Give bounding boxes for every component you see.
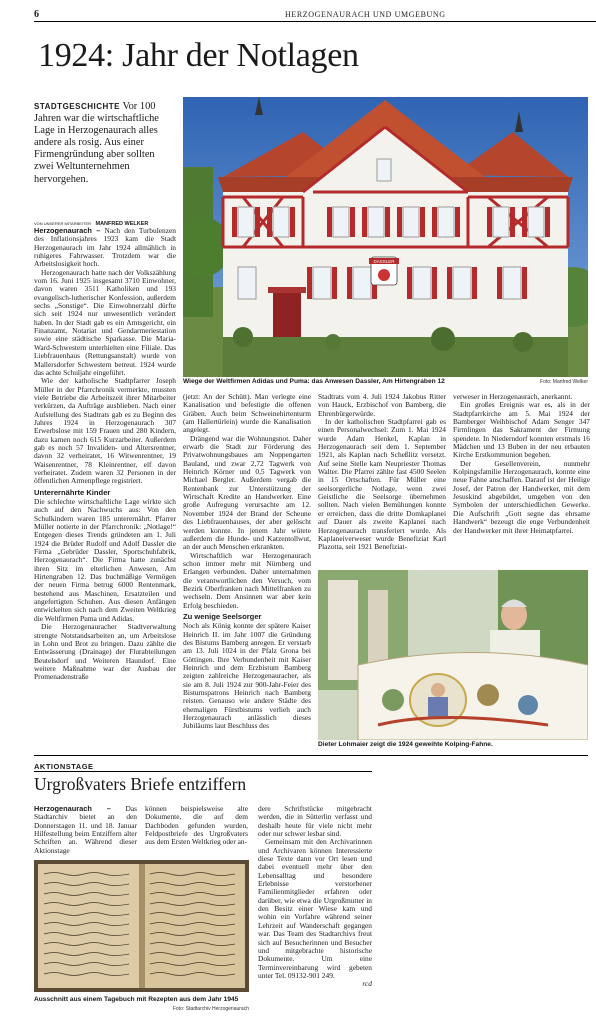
second-article-kicker-rule bbox=[34, 771, 372, 772]
subheading-seelsorger: Zu wenige Seelsorger bbox=[183, 611, 262, 621]
dateline: Herzogenaurach – bbox=[34, 227, 101, 235]
article-title: 1924: Jahr der Notlagen bbox=[38, 37, 359, 74]
col4-paragraph-3: Der Gesellenverein, nunmehr Kolpingsfamilie Herzogenaurach, konnte eine neue Fahne anschaffen. Darauf ist der Heilige Josef, der Patron der Handwerker, mit dem Jesuskind abgebildet, umgeben von den Symbolen der unterschiedlichen Gewerke. Die Aufschrift „Gott segne das ehrsame Handwerk“ bezeugt die enge Verbundenheit der Handwerker mit ihrer Heimatpfarrei. bbox=[453, 458, 590, 535]
dassler-sign-text: DASSLER bbox=[373, 259, 395, 264]
second-col3-paragraph-1: dere Schriftstücke mitgebracht werden, die in Sütterlin verfasst und deshalb heute für viele nicht mehr oder nur schwer lesbar sind. bbox=[258, 805, 372, 839]
header-rule bbox=[34, 21, 596, 22]
diary-illustration bbox=[34, 860, 249, 992]
house-photo bbox=[183, 97, 588, 377]
col2-paragraph-1: (jetzt: An der Schütt). Man verlegte eine Kanalisation und befestigte die offenen Gräben. Auch beim Schweinehirtenturm (am Hallertürlein) wurde die Kanalisation angelegt. bbox=[183, 393, 311, 435]
col3-paragraph-1: Stadtrats vom 4. Juli 1924 Jakobus Ritter von Hauck, Erzbischof von Bamberg, die Ehrenbürgerwürde. bbox=[318, 393, 446, 418]
house-photo-credit: Foto: Manfred Welker bbox=[540, 379, 588, 385]
col1-paragraph-4: Die schlechte wirtschaftliche Lage wirkte sich auch auf den Nachwuchs aus: Von den Schulkindern waren 185 unterernährt. Pfarrer Müller notierte in der Pfarrchronik: „Notlage!“ Entgegen dieses Trends gründeten am 1. Juli 1924 die Brüder Rudolf und Adolf Dassler die Firma „Gebrüder Dassler, Sportschuhfabrik, Herzogenaurach“. Die Firma hatte zunächst ihren Sitz im elterlichen Anwesen, Am Hirtengraben 12. Das buchmäßige Vermögen der neuen Firma betrug 6000 Rentenmark, bestehend aus Maschinen, Ersatzteilen und angefertigten Schuhen. Aus diesen Anfängen entwickelten sich nach dem Zweiten Weltkrieg die Weltfirmen Puma und Adidas. bbox=[34, 497, 176, 623]
byline-prefix: VON UNSERER MITARBEITER bbox=[34, 221, 92, 226]
house-illustration bbox=[183, 97, 588, 377]
kolping-banner-illustration bbox=[318, 570, 588, 740]
page-number: 6 bbox=[34, 9, 39, 20]
section-divider bbox=[34, 755, 588, 756]
second-dateline: Herzogenaurach – bbox=[34, 805, 111, 813]
diary-photo-caption: Ausschnitt aus einem Tagebuch mit Rezepten aus dem Jahr 1945 bbox=[34, 996, 239, 1003]
second-col1-text: Das Stadtarchiv bietet an den Donnerstagen 11. und 18. Januar Hilfestellung beim Entziffern alter Schriften an. Während dieser Aktionstage bbox=[34, 805, 137, 855]
diary-photo bbox=[34, 860, 249, 992]
col1-paragraph-5: Die Herzogenauracher Stadtverwaltung strengte Notstandsarbeiten an, um Arbeitslose in Lohn und Brot zu bringen. Dazu zählte die Entwässerung (Drainage) der Flurabteilungen Beutelsdorf und Weiteren Haundorf. Eine weitere Maßnahme war der Ausbau der Promenadenstraße bbox=[34, 622, 176, 682]
second-article-kicker: AKTIONSTAGE bbox=[34, 762, 94, 771]
byline-name: MANFRED WELKER bbox=[95, 221, 149, 227]
page-header bbox=[34, 6, 596, 22]
section-title: HERZOGENAURACH UND UMGEBUNG bbox=[285, 10, 446, 19]
intro-text: Vor 100 Jahren war die wirtschaftliche Lage in Herzogenaurach alles andere als rosig. Aus einer Firmengründung aber sollten zwei Weltunternehmen hervorgehen. bbox=[34, 101, 159, 185]
kolping-photo-caption: Dieter Lohmaier zeigt die 1924 geweihte Kolping-Fahne. bbox=[318, 741, 493, 748]
kolping-photo bbox=[318, 570, 588, 740]
second-col3-paragraph-2: Gemeinsam mit den Archivarinnen und Archivaren können Interessierte diese Texte dann vor Ort lesen und dabei eventuell mehr über den Lebensalltag und besondere Erlebnisse verstorbener Familienmitglieder erfahren oder darüber, wie etwa die Urgroßmutter in den Besitz einer Wiese kam und wohin ein Vorfahre während seiner Lehrzeit auf Wanderschaft gegangen war. Das Team des Stadtarchivs freut sich auf Besucherinnen und Besucher und mitgebrachte historische Dokumente. Um eine Terminvereinbarung wird gebeten unter Tel. 09132-901 249. bbox=[258, 837, 372, 980]
article-column-3 bbox=[318, 393, 446, 568]
col1-paragraph-2: Herzogenaurach hatte nach der Volkszählung vom 16. Juni 1925 insgesamt 3710 Einwohner, davon waren 3511 Katholiken und 193 evangelisch-lutherischer Konfession, außerdem sechs „Sonstige“. Die Einwohnerzahl dürfte sich seit 1924 nur unwesentlich verändert haben. In der Stadt gab es ein Amtsgericht, ein Finanzamt, Notariat und Gendarmeriestation sowie eine städtische Sparkasse. Die Maria-Ward-Schwestern unterhielten eine Filiale. Das Liebfrauenhaus (Rettungsanstalt) wurde von Mallersdorfer Schwestern betreut. 1924 wurde das achte Schuljahr eingeführt. bbox=[34, 267, 176, 377]
col1-paragraph-1: Nach den Turbulenzen des Inflationsjahres 1923 kam die Stadt Herzogenaurach im Jahr 1924 allmählich in ruhigeres Fahrwasser. Trotzdem war die Arbeitslosigkeit hoch. bbox=[34, 227, 176, 269]
second-article-column-1 bbox=[34, 805, 137, 857]
col4-paragraph-1: verweser in Herzogenaurach, anerkannt. bbox=[453, 393, 573, 401]
article-column-2 bbox=[183, 393, 311, 747]
intro-kicker: STADTGESCHICHTE bbox=[34, 102, 121, 111]
col3-paragraph-2: In der katholischen Stadtpfarrei gab es einen Personalwechsel: Zum 1. Mai 1924 wurde Adam Henkel, Kaplan in Herzogenaurach seit dem 1. September 1921, als Kaplan nach Scheßlitz versetzt. Auf seine Stelle kam Neupriester Thomas Walter. Die Pfarrei zählte fast 4500 Seelen in 15 Ortschaften. Für Müller eine seelsorgerliche Notlage, wenn zwei Geistliche die Seelsorge übernehmen sollten. Nach vielen Bemühungen konnte er erreichen, dass die dritte Domkaplanei auf Dauer als zweite Kaplanei nach Herzogenaurach transferiert wurde. Als Kaplaneiverweser wurde Benefiziat Karl Plazotta, seit 1921 Benefiziat- bbox=[318, 417, 446, 552]
second-article-title: Urgroßvaters Briefe entziffern bbox=[34, 774, 247, 794]
second-article-column-3 bbox=[258, 805, 372, 1015]
second-col2-text: können beispielsweise alte Dokumente, die auf dem Dachboden gefunden wurden, Feldpostbriefe des Urgroßvaters aus dem Ersten Weltkrieg oder an- bbox=[145, 805, 248, 847]
second-article-column-2 bbox=[145, 805, 248, 857]
col1-paragraph-3: Wie der katholische Stadtpfarrer Joseph Müller in der Pfarrchronik vermerkte, mussten viele Betriebe die Arbeitszeit ihrer Mitarbeiter verkürzen, da Aufträge ausblieben. Nach einer Aufstellung des Stadtrats gab es zu Beginn des Jahres 1924 in Herzogenaurach 307 Erwerbslose mit 159 Frauen und 280 Kindern, dazu kamen noch 615 Kurzarbeiter. Außerdem gab es noch 57 Invaliden- und Altersrentner, davon 32 verheiratet, 16 Witwenrentner, 19 Waisenrentner, 78 Kleinrentner, elf davon verheiratet. Zudem waren 32 Personen in der öffentlichen Armenpflege registriert. bbox=[34, 376, 176, 486]
article-column-1 bbox=[34, 227, 176, 747]
house-photo-caption: Wiege der Weltfirmen Adidas und Puma: das Anwesen Dassler, Am Hirtengraben 12 bbox=[183, 378, 445, 385]
col2-paragraph-3: Wirtschaftlich war Herzogenaurach schon immer mehr mit Nürnberg und Erlangen verbunden. Daher unternahmen die verantwortlichen den Versuch, vom Bezirk Oberfranken nach Mittelfranken zu wechseln. Dem Ansinnen war aber kein Erfolg beschieden. bbox=[183, 550, 311, 610]
subheading-unterernaehrte-kinder: Unterernährte Kinder bbox=[34, 487, 111, 497]
article-intro bbox=[34, 101, 176, 186]
col4-paragraph-2: Ein großes Ereignis war es, als in der Stadtpfarrkirche am 5. Mai 1924 der Bamberger Weihbischof Adam Senger 347 Firmlingen das Sakrament der Firmung spendete. In Niederndorf konnten erstmals 16 Mädchen und 13 Buben in der neu erbauten Kirche Erstkommunion begehen. bbox=[453, 400, 590, 460]
col2-paragraph-2: Drängend war die Wohnungsnot. Daher erwarb die Stadt zur Förderung des Privatwohnungsbaues am Noppengarten Bauland, und zwar 2,72 Tagwerk von Heinrich Körner und 0,5 Tagwerk von Michael Bergler. Außerdem vergab die Rentenbank zur Unterstützung der Wirtschaft Kredite an Handwerker. Eine große Aufregung verursachte am 12. November 1924 der Brand der Scheune des Liebfrauenhauses, der aber gelöscht werden konnte. In jenem Jahr wütete außerdem die Hunde- und Katzentollwut, an der auch Menschen erkrankten. bbox=[183, 433, 311, 552]
second-signoff: rcd bbox=[362, 979, 372, 989]
article-column-4 bbox=[453, 393, 590, 568]
col2-paragraph-4: Noch als König konnte der spätere Kaiser Heinrich II. im Jahr 1007 die Gründung des Bistums Bamberg anregen. Er verstarb am 13. Juli 1024 in der Pfalz Grona bei Göttingen. Ihre Verbundenheit mit Kaiser Heinrich und dem Erzbistum Bamberg zeigten zahlreiche Herzogenauracher, als sie am 8. Juli 1924 zur 900-Jahr-Feier des Bistumspatrons Heinrich nach Bamberg reisten. Genauso wie andere Städte des ehemaligen Fürstbistums verlieh auch Herzogenaurach anlässlich dieses Jubiläums laut Beschluss des bbox=[183, 621, 311, 731]
diary-photo-credit: Foto: Stadtarchiv Herzogenaurach bbox=[172, 1006, 249, 1012]
